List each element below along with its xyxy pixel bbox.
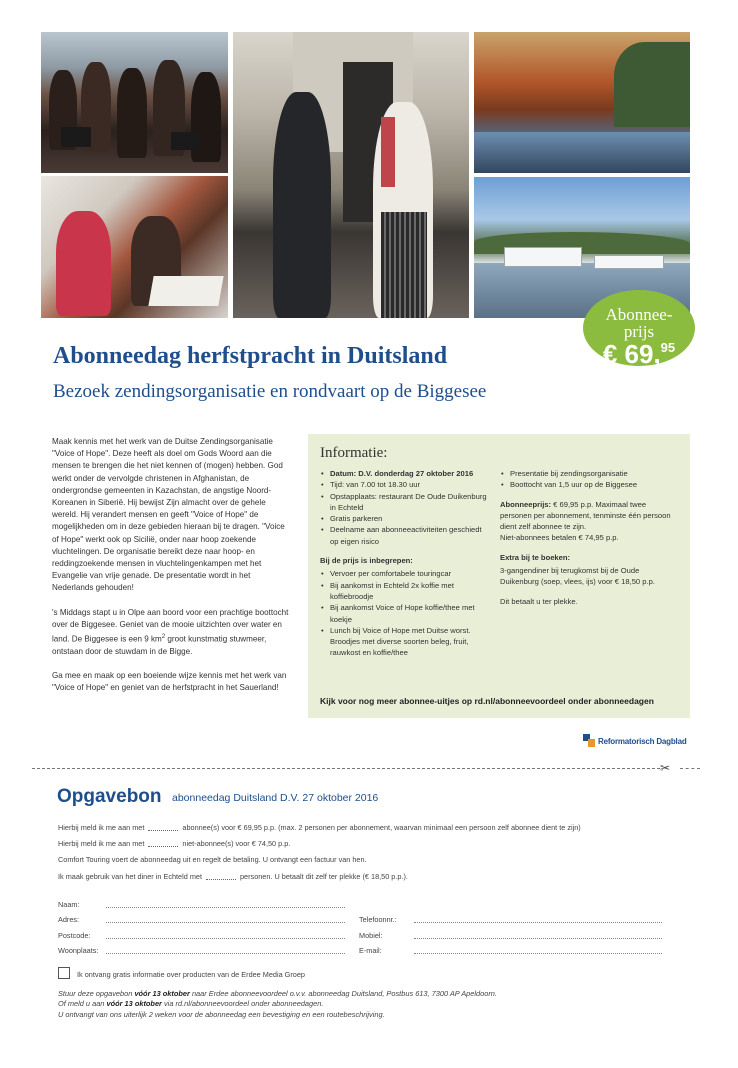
form-note: Stuur deze opgavebon vóór 13 oktober naar Erdee abonneevoordeel o.v.v. abonneedag Duitsland, Postbus 613, 7300 AP Apeldoorn. — [58, 989, 497, 998]
mobile-field[interactable]: Mobiel: — [359, 931, 662, 940]
info-item: • Deelname aan abonneeactiviteiten geschiedt op eigen risico — [320, 524, 492, 547]
included-title: Bij de prijs is inbegrepen: — [320, 556, 413, 566]
member-count-input[interactable] — [148, 830, 178, 831]
badge-label: Abonnee- prijs — [605, 305, 673, 341]
men-studying-photo — [41, 176, 228, 318]
form-title: Opgavebon — [57, 786, 162, 807]
included-item: • Lunch bij Voice of Hope met Duitse worst. Broodjes met diverse soorten beleg, fruit, rauwkost en koffie/thee — [320, 625, 492, 659]
extra-title: Extra bij te boeken: — [500, 552, 571, 562]
form-line: Comfort Touring voert de abonneedag uit en regelt de betaling. U ontvangt een factuur van hen. — [58, 855, 367, 864]
included-item: • Bij aankomst Voice of Hope koffie/thee met koekje — [320, 602, 492, 625]
abonneevoordeel-link[interactable]: Kijk voor nog meer abonnee-uitjes op rd.nl/abonneevoordeel onder abonneedagen — [320, 696, 654, 706]
form-line: Hierbij meld ik me aan met niet-abonnee(s) voor € 74,50 p.p. — [58, 839, 291, 848]
city-field[interactable]: Woonplaats: — [58, 946, 345, 955]
address-field[interactable]: Adres: — [58, 915, 345, 924]
info-item: • Presentatie bij zendingsorganisatie — [500, 468, 678, 479]
price-badge — [583, 290, 695, 369]
paragraph: 's Middags stapt u in Olpe aan boord voor een prachtige boottocht over de Biggesee. Geniet van de mooie uitzichten over water en land. De Biggesee is een 9 $km^2$ groot kunstmatig stuwmeer, ontstaan door de stuwdam in de Bigge. — [52, 607, 289, 656]
checkbox-label: Ik ontvang gratis informatie over producten van de Erdee Media Groep — [77, 970, 305, 979]
rd-logo-icon — [583, 734, 595, 748]
included-item: • Vervoer per comfortabele touringcar — [320, 568, 492, 579]
non-member-count-input[interactable] — [148, 846, 178, 847]
cut-line — [32, 768, 660, 769]
info-title: Informatie: — [320, 445, 388, 461]
page-title: Abonneedag herfstpracht in Duitsland — [53, 343, 448, 369]
included-item: • Bij aankomst in Echteld 2x koffie met koffiebroodje — [320, 580, 492, 603]
email-field[interactable]: E-mail: — [359, 946, 662, 955]
dinner-count-input[interactable] — [206, 879, 236, 880]
postcode-field[interactable]: Postcode: — [58, 931, 345, 940]
men-with-bibles-photo — [41, 32, 228, 173]
phone-field[interactable]: Telefoonnr.: — [359, 915, 662, 924]
form-line: Ik maak gebruik van het diner in Echteld met personen. U betaalt dit zelf ter plekke (€ 18,50 p.p.). — [58, 872, 408, 881]
form-subtitle: abonneedag Duitsland D.V. 27 oktober 2016 — [172, 792, 379, 804]
extra-note: Dit betaalt u ter plekke. — [500, 596, 578, 606]
form-note: Of meld u aan vóór 13 oktober via rd.nl/abonneevoordeel onder abonneedagen. — [58, 999, 324, 1008]
info-right-column — [500, 468, 678, 607]
name-field[interactable]: Naam: — [58, 900, 345, 909]
extra-text: 3-gangendiner bij terugkomst bij de Oude Duikenburg (soep, vlees, ijs) voor € 18,50 p.p. — [500, 566, 655, 587]
form-note: U ontvangt van ons uiterlijk 2 weken voor de abonneedag een bevestiging en een routebeschrijving. — [58, 1010, 385, 1019]
article-body — [52, 436, 290, 707]
reformatorisch-dagblad-logo: Reformatorisch Dagblad — [583, 733, 687, 749]
info-opt-in-checkbox[interactable] — [58, 967, 70, 979]
badge-price: € 69,95 — [602, 339, 676, 369]
info-box — [308, 434, 690, 718]
price-info: Abonneeprijs: € 69,95 p.p. Maximaal twee personen per abonnement, tenminste één persoon dient zelf abonnee te zijn. Niet-abonnees betalen € 74,95 p.p. — [500, 499, 671, 543]
info-item: • Opstapplaats: restaurant De Oude Duikenburg in Echteld — [320, 491, 492, 514]
cut-line — [680, 768, 700, 769]
info-item: • Datum: D.V. donderdag 27 oktober 2016 — [320, 468, 492, 479]
scissors-icon: ✂ — [660, 761, 671, 775]
info-left-column — [320, 468, 492, 659]
info-item: • Gratis parkeren — [320, 513, 492, 524]
info-item: • Tijd: van 7.00 tot 18.30 uur — [320, 479, 492, 490]
paragraph: Ga mee en maak op een boeiende wijze kennis met het werk van "Voice of Hope" en geniet van de herfstpracht in het Sauerland! — [52, 671, 287, 693]
form-line: Hierbij meld ik me aan met abonnee(s) voor € 69,95 p.p. (max. 2 personen per abonnement, waarvan minimaal een persoon zelf abonnee dient te zijn) — [58, 823, 581, 832]
info-item: • Boottocht van 1,5 uur op de Biggesee — [500, 479, 678, 490]
page-subtitle: Bezoek zendingsorganisatie en rondvaart op de Biggesee — [53, 381, 487, 402]
autumn-lake-photo — [474, 32, 690, 173]
missionaries-talking-photo — [233, 32, 469, 318]
paragraph: Maak kennis met het werk van de Duitse Zendingsorganisatie "Voice of Hope". Deze heeft als doel om Gods Woord aan die mensen te brengen die het niet kennen of (mogen) hebben. God werkt onder de vervolgde christenen in Afghanistan, de ondergrondse gemeenten in Kazachstan, de angstige Noord-Koreanen in Siberië. Hij bewijst Zijn almacht over de gehele wereld. Hij verandert mensen en geeft "Voice of Hope" de mogelijkheden om in deze gebieden hieraan bij te dragen. "Voice of Hope" werkt ook op Sicilië, onder naar hoop zoekende vluchtelingen. De organisatie bereikt deze naar hoop- en reddingzoekende mensen in vluchtelingenkampen met het Evangelie van vrije genade. De presentatie wordt in het Nederlands gehouden! — [52, 437, 285, 593]
